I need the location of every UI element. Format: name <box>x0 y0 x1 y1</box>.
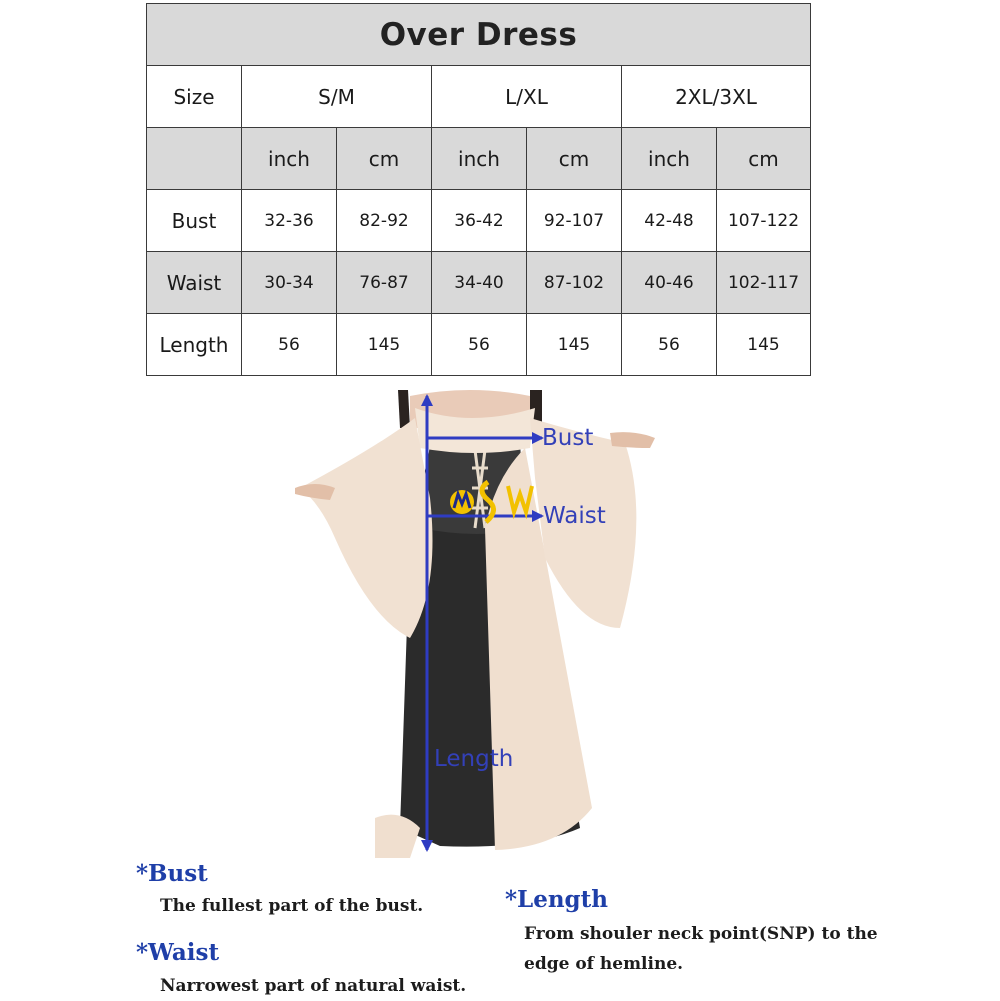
unit-cell: cm <box>717 128 811 190</box>
bust-measure-label: Bust <box>542 425 594 451</box>
length-definition-text-line2: edge of hemline. <box>524 954 684 974</box>
right-hand-shape <box>610 432 655 448</box>
size-l-xl: L/XL <box>432 66 622 128</box>
model-hair-shape <box>398 390 410 428</box>
unit-empty-cell <box>147 128 242 190</box>
table-title-row <box>147 4 811 66</box>
waist-definition-title: *Waist <box>136 939 220 966</box>
table-row <box>147 252 811 314</box>
table-cell: 56 <box>242 314 337 376</box>
table-cell: 36-42 <box>432 190 527 252</box>
table-cell: 76-87 <box>337 252 432 314</box>
size-s-m: S/M <box>242 66 432 128</box>
size-chart-table <box>146 3 811 376</box>
dress-illustration <box>280 388 680 858</box>
table-cell: 34-40 <box>432 252 527 314</box>
size-2xl-3xl: 2XL/3XL <box>622 66 811 128</box>
table-cell: 145 <box>337 314 432 376</box>
length-definition-text-line1: From shouler neck point(SNP) to the <box>524 924 878 944</box>
length-measure-label: Length <box>434 746 514 772</box>
table-title: Over Dress <box>147 4 811 66</box>
table-cell: 32-36 <box>242 190 337 252</box>
table-cell: 102-117 <box>717 252 811 314</box>
unit-header-row <box>147 128 811 190</box>
bust-definition-title: *Bust <box>136 860 208 887</box>
table-cell: 107-122 <box>717 190 811 252</box>
table-cell: 30-34 <box>242 252 337 314</box>
waist-definition-text: Narrowest part of natural waist. <box>160 976 467 996</box>
unit-cell: inch <box>432 128 527 190</box>
waist-measure-label: Waist <box>543 503 606 529</box>
length-arrow-bottom-icon <box>421 840 433 852</box>
left-hand-shape <box>295 484 335 500</box>
left-sleeve-shape <box>300 418 433 638</box>
unit-cell: cm <box>337 128 432 190</box>
unit-cell: cm <box>527 128 622 190</box>
row-label-bust: Bust <box>147 190 242 252</box>
size-header-label: Size <box>147 66 242 128</box>
table-cell: 87-102 <box>527 252 622 314</box>
table-cell: 145 <box>527 314 622 376</box>
length-definition-title: *Length <box>505 886 608 913</box>
size-header-row <box>147 66 811 128</box>
table-row <box>147 314 811 376</box>
table-cell: 56 <box>432 314 527 376</box>
row-label-waist: Waist <box>147 252 242 314</box>
table-cell: 92-107 <box>527 190 622 252</box>
table-cell: 42-48 <box>622 190 717 252</box>
table-cell: 145 <box>717 314 811 376</box>
table-cell: 82-92 <box>337 190 432 252</box>
row-label-length: Length <box>147 314 242 376</box>
table-row <box>147 190 811 252</box>
table-cell: 40-46 <box>622 252 717 314</box>
bust-definition-text: The fullest part of the bust. <box>160 896 424 916</box>
unit-cell: inch <box>242 128 337 190</box>
unit-cell: inch <box>622 128 717 190</box>
table-cell: 56 <box>622 314 717 376</box>
